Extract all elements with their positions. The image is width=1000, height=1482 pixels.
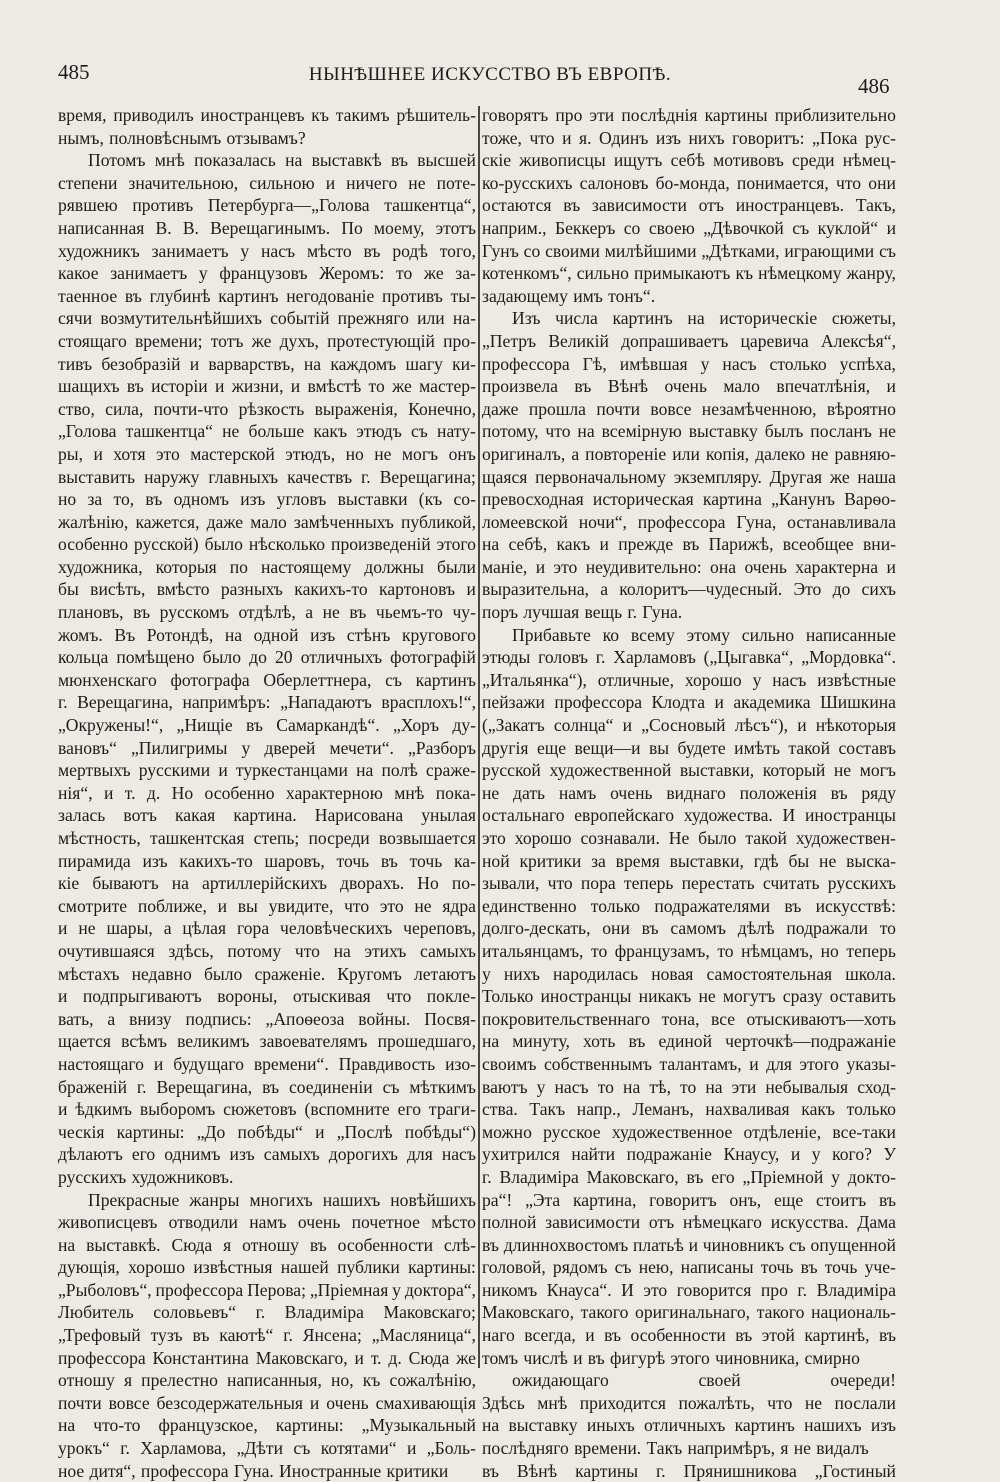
text-line: выставить наружу главныхъ качествъ г. Верещагина; [58, 466, 476, 487]
text-line: художникъ занимаетъ у насъ мѣсто въ родѣ того, [58, 240, 476, 261]
text-line: мѣстность, ташкентская степь; посреди возвышается [58, 828, 476, 848]
text-line: ной критики за время выставки, гдѣ бы не выска- [482, 850, 896, 871]
text-line: тоже, что и я. Одинъ изъ нихъ говоритъ: „Пока рус- [482, 127, 896, 148]
text-line: русскихъ художниковъ. [58, 1166, 234, 1187]
text-line: „Трефовый тузъ въ каютѣ“ г. Янсена; „Масляница“, [58, 1325, 476, 1346]
text-line: степени значительною, сильною и ничего не поте- [58, 172, 476, 193]
text-line: вать, а внизу подпись: „Апоѳеоза войны. Посвя- [58, 1008, 476, 1029]
text-line: профессора Гѣ, имѣвшая у насъ столько успѣха, [482, 353, 896, 374]
running-title: НЫНѢШНЕЕ ИСКУССТВО ВЪ ЕВРОПѢ. [308, 64, 672, 85]
text-line: „Окружены!“, „Нищіе въ Самаркандѣ“. „Хоръ ду- [58, 715, 476, 736]
text-line: какое занимаетъ у французовъ Жеромъ: то же за- [58, 263, 476, 284]
text-line: профессора Константина Маковскаго, и т. д. Сюда же [58, 1347, 476, 1368]
text-line: браженій г. Верещагина, въ соединеніи съ мѣткимъ [58, 1076, 476, 1097]
text-line: итальянцамъ, то французамъ, то нѣмцамъ, но теперь [482, 940, 896, 961]
text-line: мертвыхъ русскими и туркестанцами на полѣ сраже- [58, 760, 476, 781]
text-line: полной зависимости отъ нѣмецкаго искусства. Дама [482, 1212, 896, 1233]
text-line: но за то, въ одномъ изъ угловъ выставки (къ со- [58, 489, 476, 510]
text-line: на выставку иныхъ отличныхъ картинъ нашихъ изъ [482, 1415, 896, 1436]
text-line: „Петръ Великій допрашиваетъ царевича Алексѣя“, [482, 330, 896, 351]
text-line: нымъ, полновѣснымъ отзывамъ? [58, 127, 306, 148]
text-line: на выставкѣ. Сюда я отношу въ особенности слѣ- [58, 1234, 476, 1255]
text-line: жалѣнію, кажется, даже мало замѣченныхъ публикой, [58, 511, 476, 532]
text-line: особенно русской) было нѣсколько произведеній этого [58, 534, 476, 555]
text-line: поръ лучшая вещь г. Гуна. [482, 602, 683, 623]
text-line: наприм., Беккеръ со своею „Дѣвочкой съ куклой“ и [482, 217, 896, 238]
text-line: остальнаго европейскаго художества. И иностранцы [482, 805, 896, 826]
text-line: ческія картины: „До побѣды“ и „Послѣ побѣды“) [58, 1121, 476, 1142]
text-line: кіе бываютъ на артиллерійскихъ дворахъ. Но по- [58, 873, 476, 894]
text-line: этюды головъ г. Харламовъ („Цыгавка“, „Мордовка“. [482, 647, 896, 668]
text-line: дѣлаютъ его однимъ изъ самыхъ дорогихъ для насъ [58, 1144, 476, 1165]
text-line: урокъ“ г. Харламова, „Дѣти съ котятами“ и „Боль- [58, 1438, 476, 1459]
text-line: единственно только подражателями въ искусствѣ: [482, 895, 896, 916]
text-line: настоящаго и будущаго времени“. Правдивость изо- [58, 1053, 476, 1074]
text-line: время, приводилъ иностранцевъ къ такимъ рѣшитель- [58, 105, 476, 125]
text-line: нія“, и т. д. Но особенно характерною мнѣ пока- [58, 782, 476, 803]
text-line: ство, сила, почти-что рѣзкость выраженія, Конечно, [58, 398, 476, 419]
text-line: Потомъ мнѣ показалась на выставкѣ въ высшей [88, 150, 476, 171]
text-line: ства. Такъ напр., Леманъ, нахваливая какъ только [482, 1099, 896, 1120]
text-line: на что-то французское, картины: „Музыкальный [58, 1415, 476, 1436]
text-line: Прекрасные жанры многихъ нашихъ новѣйшихъ [88, 1189, 476, 1210]
text-line: ра“! „Эта картина, говоритъ онъ, еще стоитъ въ [482, 1189, 896, 1210]
left-text-column [58, 104, 476, 1482]
text-line: г. Верещагина, напримѣръ: „Нападаютъ врасплохъ!“, [58, 692, 476, 713]
text-line: Только иностранцы никакъ не могутъ сразу оставить [482, 986, 896, 1007]
text-line: даже прошла почти вовсе незамѣченною, вѣроятно [482, 398, 896, 419]
text-line: отношу я прелестно написанныя, но, къ сожалѣнію, [58, 1370, 476, 1391]
text-line: тивъ безобразій и варварствъ, на каждомъ шагу ки- [58, 353, 476, 374]
text-line: ко-русскихъ салоновъ бо-монда, понимается, что они [482, 172, 896, 193]
text-line: на минуту, хоть въ единой черточкѣ—подражаніе [482, 1031, 896, 1052]
text-line: котенкомъ“, сильно примыкаютъ къ нѣмецкому жанру, [482, 263, 896, 284]
text-line: потому, что на всемірную выставку былъ посланъ не [482, 421, 896, 442]
text-line: ваютъ у насъ то на тѣ, то на эти небывалыя сход- [482, 1076, 896, 1097]
text-line: скіе живописцы ищутъ себѣ мотивовъ среди нѣмец- [482, 150, 896, 171]
text-line: другія еще вещи—и вы будете имѣть такой составъ [482, 737, 896, 758]
text-line: и ѣдкимъ выборомъ сюжетовъ (вспомните его траги- [58, 1099, 476, 1120]
text-line: вановъ“ „Пилигримы у дверей мечети“. „Разборъ [58, 737, 476, 758]
text-line: можно русское художественное отдѣленіе, все-таки [482, 1121, 896, 1142]
text-line: плановъ, въ русскомъ отдѣлѣ, а не въ чьемъ-то чу- [58, 602, 476, 623]
text-line: и не шары, а цѣлая гора человѣческихъ череповъ, [58, 918, 476, 939]
text-line: томъ числѣ и въ фигурѣ этого чиновника, смирно [482, 1347, 860, 1368]
text-line: шащихъ въ исторіи и жизни, и вмѣстѣ то же мастер- [58, 376, 476, 397]
text-line: кольца помѣщено было до 20 отличныхъ фотографій [58, 647, 476, 668]
text-line: почти вовсе безсодержательныя и очень смахивающія [58, 1392, 476, 1413]
text-line: произвела въ Вѣнѣ очень мало впечатлѣнія, и [482, 376, 896, 397]
text-line: пейзажи профессора Клодта и академика Шишкина [482, 692, 896, 713]
text-line: „Итальянка“), отличные, хорошо у насъ извѣстные [482, 669, 896, 690]
text-line: въ Вѣнѣ картины г. Прянишникова „Гостиный [482, 1460, 896, 1481]
text-line: не дать намъ очень виднаго положенія въ ряду [482, 782, 896, 803]
text-line: стоящаго времени; тотъ же духъ, протестующій про- [58, 330, 476, 351]
text-line: ухитрился найти подражаніе Кнаусу, и у кого? У [482, 1144, 896, 1165]
text-line: превосходная историческая картина „Канунъ Варѳо- [482, 489, 896, 510]
text-line: написанная В. В. Верещагинымъ. По моему, этотъ [58, 217, 476, 238]
text-line: въ длиннохвостомъ платьѣ и чиновникъ съ опущенной [482, 1234, 896, 1255]
text-line: долго-дескать, они въ самомъ дѣлѣ подражали то [482, 918, 896, 939]
text-line: очутившаяся здѣсь, потому что на этихъ самыхъ [58, 940, 476, 961]
text-line: ры, и хотя это мастерской этюдъ, но не могъ онъ [58, 443, 476, 464]
text-line: ное дитя“, профессора Гуна. Иностранные критики [58, 1460, 449, 1481]
text-line: бы висѣть, вмѣсто разныхъ какихъ-то картоновъ и [58, 579, 476, 600]
text-line: это хорошо сознавали. Не было такой художествен- [482, 828, 896, 848]
text-line: у нихъ народилась новая самостоятельная школа. [482, 963, 896, 984]
text-line: оригиналъ, а повтореніе или копія, далеко не равняю- [482, 443, 896, 464]
text-line: говорятъ про эти послѣднія картины приблизительно [482, 105, 896, 125]
text-line: остаются въ зависимости отъ иностранцевъ. Такъ, [482, 195, 896, 216]
text-line: г. Владиміра Маковскаго, въ его „Пріемной у докто- [482, 1166, 896, 1187]
left-page-number: 485 [58, 60, 90, 84]
text-line: таенное въ глубинѣ картинъ негодованіе противъ ты- [58, 285, 476, 306]
text-line: смотрите поближе, и вы увидите, что это не ядра [58, 895, 476, 916]
text-line: дующія, хорошо извѣстныя нашей публики картины: [58, 1257, 476, 1278]
text-line: Любитель соловьевъ“ г. Владиміра Маковскаго; [58, 1302, 476, 1323]
text-line: головой, рядомъ съ нею, написаны точь въ точь уче- [482, 1257, 896, 1278]
text-line: ожидающаго своей очереди! [512, 1370, 896, 1391]
text-line: живописцевъ отводили намъ очень почетное мѣсто [58, 1212, 476, 1233]
text-line: задающему имъ тонъ“. [482, 285, 656, 306]
text-line: („Закатъ солнца“ и „Сосновый лѣсъ“), и нѣкоторыя [482, 715, 896, 736]
text-line: своимъ собственнымъ талантамъ, и для этого указы- [482, 1053, 896, 1074]
text-line: мѣстахъ недавно было сраженіе. Кругомъ летаютъ [58, 963, 476, 984]
text-line: выразительна, а колоритъ—чудесный. Это до сихъ [482, 579, 896, 600]
text-line: ломеевской ночи“, профессора Гуна, останавливала [482, 511, 896, 532]
text-line: Здѣсь мнѣ приходится пожалѣть, что не послали [482, 1392, 896, 1413]
right-text-column [482, 104, 896, 1482]
text-line: послѣдняго времени. Такъ напримѣръ, я не видалъ [482, 1438, 869, 1459]
text-line: наго всегда, и въ особенности въ этой картинѣ, въ [482, 1325, 896, 1346]
text-line: „Рыболовъ“, профессора Перова; „Пріемная у доктора“, [58, 1279, 476, 1300]
text-line: Изъ числа картинъ на историческіе сюжеты, [512, 308, 896, 329]
text-line: „Голова ташкентца“ не больше какъ этюдъ съ нату- [58, 421, 476, 442]
text-line: Маковскаго, такого оригинальнаго, такого националь- [482, 1302, 896, 1323]
text-line: рявшею противъ Петербурга—„Голова ташкентца“, [58, 195, 476, 216]
text-line: и подпрыгиваютъ вороны, отыскивая что покле- [58, 986, 476, 1007]
text-line: щаяся первоначальному экземпляру. Другая же наша [482, 466, 896, 487]
text-line: художника, которыя по настоящему должны были [58, 556, 476, 577]
text-line: мюнхенскаго фотографа Оберлеттнера, съ картинъ [58, 669, 476, 690]
text-line: пирамида изъ какихъ-то шаровъ, точь въ точь ка- [58, 850, 476, 871]
text-line: маніе, и это неудивительно: она очень характерна и [482, 556, 896, 577]
text-line: залась вотъ какая картина. Нарисована унылая [58, 805, 476, 826]
text-line: никомъ Кнауса“. И это говорится про г. Владиміра [482, 1279, 896, 1300]
text-line: зывали, что пора теперь перестать считать русскихъ [482, 873, 896, 894]
text-line: щается всѣмъ великимъ завоевателямъ прошедшаго, [58, 1031, 476, 1052]
text-line: русской художественной выставки, который не могъ [482, 760, 896, 781]
text-line: Гунъ со своими милѣйшими „Дѣтками, играющими съ [482, 240, 896, 261]
text-line: сячи возмутительнѣйшихъ событій прежняго или на- [58, 308, 476, 329]
text-line: на себѣ, какъ и прежде въ Парижѣ, всеобщее вни- [482, 534, 896, 555]
right-page-number: 486 [858, 74, 890, 98]
text-line: Прибавьте ко всему этому сильно написанные [512, 624, 896, 645]
text-line: покровительственнаго тона, все отыскиваютъ—хоть [482, 1008, 896, 1029]
text-line: жомъ. Въ Ротондѣ, на одной изъ стѣнъ кругового [58, 624, 476, 645]
column-divider [478, 106, 480, 1368]
